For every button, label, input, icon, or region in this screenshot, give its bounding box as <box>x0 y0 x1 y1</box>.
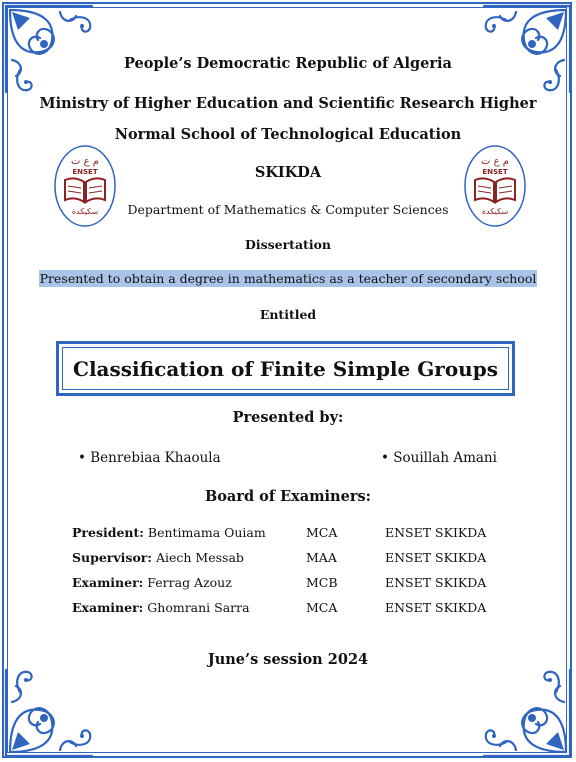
logo-arabic-top: م ع ت <box>481 156 509 167</box>
examiner-institution: ENSET SKIKDA <box>385 525 487 540</box>
bullet: • <box>381 450 389 466</box>
corner-ornament-top-left <box>0 0 100 100</box>
examiner-grade: MCB <box>306 575 338 590</box>
examiner-institution: ENSET SKIKDA <box>385 550 487 565</box>
corner-ornament-top-right <box>476 0 576 100</box>
examiner-name: Ferrag Azouz <box>147 575 232 590</box>
examiner-grade: MAA <box>306 550 337 565</box>
examiner-row <box>72 575 532 593</box>
examiner-institution: ENSET SKIKDA <box>385 575 487 590</box>
student-name: Benrebiaa Khaoula <box>90 450 221 466</box>
corner-ornament-bottom-left <box>0 662 100 762</box>
student-1 <box>78 450 221 466</box>
title-box <box>56 341 515 396</box>
document-type: Dissertation <box>244 237 332 252</box>
student-name: Souillah Amani <box>393 450 497 466</box>
examiner-role: Supervisor: <box>72 550 152 565</box>
examiner-name: Bentimama Ouiam <box>147 525 266 540</box>
session-line: June’s session 2024 <box>207 651 369 668</box>
examiner-grade: MCA <box>306 600 338 615</box>
presented-by-label: Presented by: <box>232 409 344 426</box>
ministry-heading: Ministry of Higher Education and Scientific Research Higher <box>39 95 537 112</box>
department-heading: Department of Mathematics & Computer Sciences <box>127 202 449 217</box>
examiner-institution: ENSET SKIKDA <box>385 600 487 615</box>
logo-acronym: ENSET <box>72 168 98 176</box>
examiner-row <box>72 550 532 568</box>
entitled-label: Entitled <box>259 307 317 322</box>
logo-arabic-bottom: سكيكدة <box>71 207 99 216</box>
logo-arabic-top: م ع ت <box>71 156 99 167</box>
examiner-grade: MCA <box>306 525 338 540</box>
logo-acronym: ENSET <box>482 168 508 176</box>
examiner-row <box>72 525 532 543</box>
purpose-highlight: Presented to obtain a degree in mathematics as a teacher of secondary school <box>39 271 537 286</box>
examiner-row <box>72 600 532 618</box>
board-label: Board of Examiners: <box>205 488 371 505</box>
examiner-role: Examiner: <box>72 600 144 615</box>
school-heading: Normal School of Technological Education <box>114 126 462 143</box>
examiner-name: Aiech Messab <box>155 550 244 565</box>
examiner-role: Examiner: <box>72 575 144 590</box>
purpose-line <box>0 271 576 286</box>
corner-ornament-bottom-right <box>476 662 576 762</box>
dissertation-title: Classification of Finite Simple Groups <box>62 347 509 390</box>
logo-arabic-bottom: سكيكدة <box>481 207 509 216</box>
city-heading: SKIKDA <box>254 164 322 181</box>
republic-heading: People’s Democratic Republic of Algeria <box>124 55 452 72</box>
student-2 <box>381 450 497 466</box>
examiner-name: Ghomrani Sarra <box>147 600 250 615</box>
bullet: • <box>78 450 86 466</box>
examiner-role: President: <box>72 525 144 540</box>
